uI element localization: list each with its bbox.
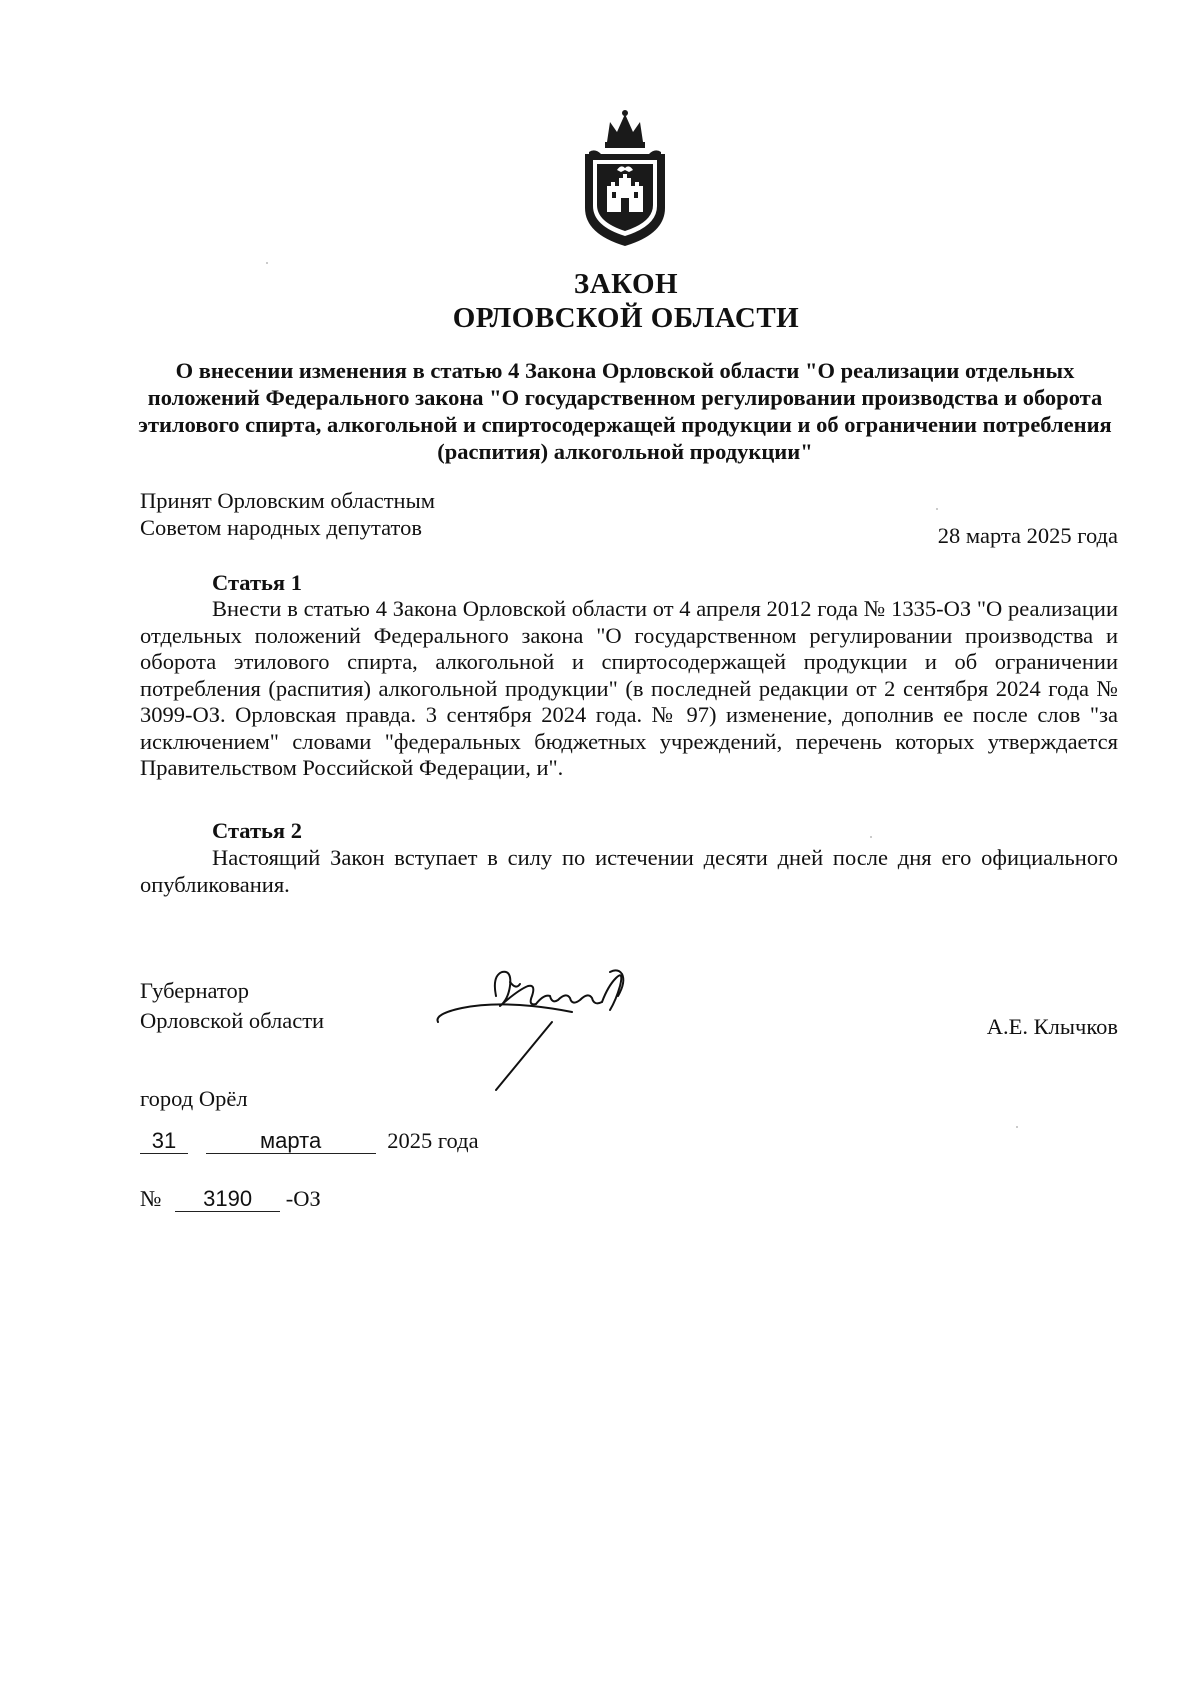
signing-month: марта <box>206 1129 376 1154</box>
governor-name: А.Е. Клычков <box>986 1014 1118 1039</box>
law-number <box>140 1186 321 1212</box>
adoption-note <box>140 487 435 541</box>
law-number-suffix: -ОЗ <box>285 1186 321 1211</box>
handwritten-signature-icon <box>432 960 672 1108</box>
scan-speck <box>870 836 872 838</box>
adoption-line-2: Советом народных депутатов <box>140 515 422 540</box>
region-heading: ОРЛОВСКОЙ ОБЛАСТИ <box>452 302 800 334</box>
signing-date <box>140 1128 479 1154</box>
law-number-prefix: № <box>140 1186 162 1211</box>
signing-city: город Орёл <box>140 1086 248 1111</box>
scan-speck <box>1016 1126 1018 1128</box>
signing-year: 2025 года <box>387 1128 479 1153</box>
adoption-line-1: Принят Орловским областным <box>140 488 435 513</box>
law-title: О внесении изменения в статью 4 Закона Орловской области "О реализации отдельных положений Федерального закона "О государственном регулировании производства и оборота этилового спирта, алкогольной и спиртосодержащей продукции и об ограничении потребления (распития) алкогольной продукции" <box>138 358 1112 464</box>
article-2-title: Статья 2 <box>212 818 302 843</box>
document-type-heading: ЗАКОН <box>573 268 679 300</box>
article-2-text: Настоящий Закон вступает в силу по истечении десяти дней после дня его официального опубликования. <box>140 845 1118 897</box>
governor-position <box>140 976 324 1036</box>
governor-position-line-2: Орловской области <box>140 1008 325 1033</box>
adoption-date: 28 марта 2025 года <box>937 523 1118 548</box>
article-1-title: Статья 1 <box>212 570 302 595</box>
scan-speck <box>266 262 268 264</box>
governor-position-line-1: Губернатор <box>140 978 249 1003</box>
orel-coat-of-arms-icon <box>577 108 673 250</box>
law-number-value: 3190 <box>175 1187 280 1212</box>
signing-day: 31 <box>140 1129 188 1154</box>
article-1-text: Внести в статью 4 Закона Орловской области от 4 апреля 2012 года № 1335-ОЗ "О реализации отдельных положений Федерального закона "О государственном регулировании производства и оборота этилового спирта, алкогольной и спиртосодержащей продукции и об ограничении потребления (распития) алкогольной продукции" (в последней редакции от 2 сентября 2024 года № 3099-ОЗ. Орловская правда. 3 сентября 2024 года. № 97) изменение, дополнив ее после слов "за исключением" словами "федеральных бюджетных учреждений, перечень которых утверждается Правительством Российской Федерации, и". <box>140 596 1118 780</box>
scan-speck <box>936 508 938 510</box>
